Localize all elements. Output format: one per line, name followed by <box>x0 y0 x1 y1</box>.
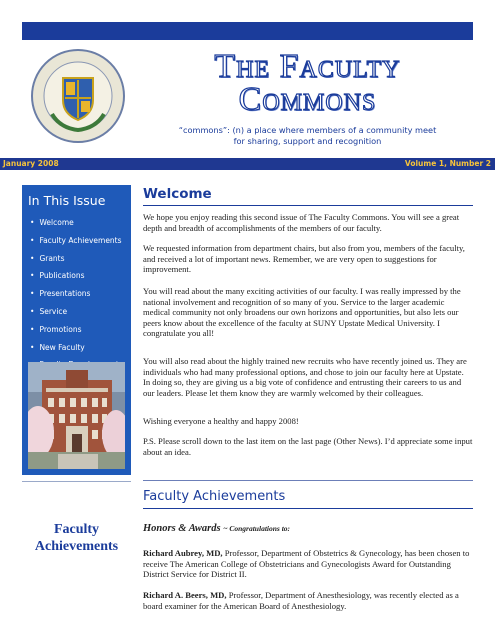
subtitle-line-2: for sharing, support and recognition <box>233 136 382 146</box>
section-divider <box>143 480 473 481</box>
welcome-paragraph-5: Wishing everyone a healthy and happy 2008! <box>143 416 299 426</box>
section-label-line-1: Faculty <box>53 522 100 537</box>
contents-item-grants[interactable]: • Grants <box>30 250 122 268</box>
contents-item-presentations[interactable]: • Presentations <box>30 285 122 303</box>
newsletter-title <box>140 50 475 116</box>
contents-item-faculty-achievements[interactable]: • Faculty Achievements <box>30 232 122 250</box>
faculty-achievements-heading: Faculty Achievements <box>143 489 286 504</box>
contents-item-welcome[interactable]: • Welcome <box>30 214 122 232</box>
welcome-paragraph-3: You will read about the many exciting activities of our faculty. I was really impressed by the national involvement and recognition of so many of you. Service to the larger academic medical community not only broadens our own horizons and opportunities, but also lets our peers know about the excellence of the faculty at SUNY Upstate Medical University. I congratulate you all! <box>143 286 461 339</box>
issue-date-bar <box>0 158 495 170</box>
achievement-text: Professor, Department of Obstetrics & Gynecology, has been chosen to receive The American College of Obstetricians and Gynecologists Award for Outstanding District Service for District II. <box>143 548 470 580</box>
welcome-heading: Welcome <box>143 186 212 202</box>
achievement-entry <box>143 590 473 611</box>
section-label-line-2: Achievements <box>34 538 119 554</box>
issue-date: January 2008 <box>3 159 59 168</box>
honors-subtitle: ~ Congratulations to: <box>223 524 291 533</box>
sidebar-divider <box>22 481 131 482</box>
title-line-2: Commons <box>238 81 377 118</box>
achievement-name: Richard A. Beers, MD, <box>143 590 227 600</box>
welcome-paragraph-6: P.S. Please scroll down to the last item on the last page (Other News). I’d appreciate some input about an idea. <box>143 436 473 457</box>
welcome-paragraph-2: We requested information from department chairs, but also from you, members of the faculty, and received a lot of important news. Remember, we are very open to suggestions for improvement. <box>143 243 465 275</box>
contents-item-promotions[interactable]: • Promotions <box>30 321 122 339</box>
achievement-entry <box>143 548 473 580</box>
contents-item-service[interactable]: • Service <box>30 303 122 321</box>
title-line-1: The Faculty <box>214 48 401 85</box>
honors-awards-heading <box>143 523 290 534</box>
honors-title: Honors & Awards <box>143 523 221 534</box>
welcome-paragraph-4: You will also read about the highly trained new recruits who have recently joined us. They are individuals who had many professional options, and chose to join our faculty here at Upstate. In doing so, they are giving us a big vote of confidence and entrusting their careers to us and our leaders. Please let them know they are warmly welcomed by their colleagues. <box>143 356 467 398</box>
welcome-paragraph-1: We hope you enjoy reading this second issue of The Faculty Commons. You will see a great depth and breadth of accomplishments of the members of our faculty. <box>143 212 460 233</box>
sidebar-section-label <box>22 522 131 555</box>
newsletter-subtitle <box>140 125 475 147</box>
achievements-rule <box>143 508 473 509</box>
in-this-issue-sidebar <box>22 185 131 475</box>
contents-item-publications[interactable]: • Publications <box>30 267 122 285</box>
achievement-text: Professor, Department of Anesthesiology, was recently elected as a board examiner for the American Board of Anesthesiology. <box>143 590 459 611</box>
sidebar-heading: In This Issue <box>28 193 106 208</box>
campus-building-photo <box>28 362 125 469</box>
subtitle-line-1: “commons”: (n) a place where members of a community meet <box>178 125 437 135</box>
university-seal-icon <box>30 48 126 144</box>
issue-volume: Volume 1, Number 2 <box>404 159 491 168</box>
welcome-rule <box>143 205 473 206</box>
top-banner-bar <box>22 22 473 40</box>
achievement-name: Richard Aubrey, MD, <box>143 548 223 558</box>
contents-item-new-faculty[interactable]: • New Faculty <box>30 339 122 357</box>
